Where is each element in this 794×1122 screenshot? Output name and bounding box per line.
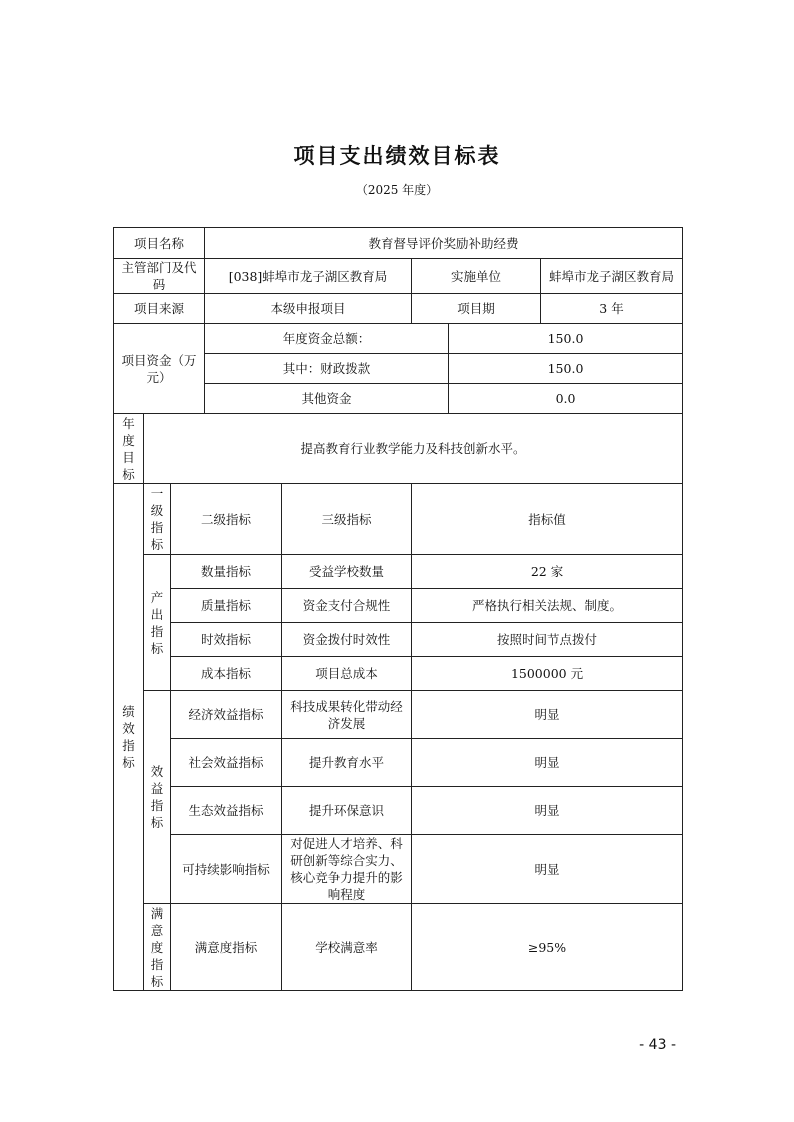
output-label: 产出指标 (144, 555, 171, 691)
table-row (114, 904, 683, 991)
impl-label: 实施单位 (412, 259, 541, 294)
output-level3: 资金拨付时效性 (282, 623, 412, 657)
funds-fiscal-label: 其中：财政拨款 (205, 354, 449, 384)
page-title: 项目支出绩效目标表 (293, 144, 501, 168)
table-row (114, 623, 683, 657)
benefit-value: 明显 (412, 691, 683, 739)
output-level2: 时效指标 (171, 623, 282, 657)
dept-value: [038]蚌埠市龙子湖区教育局 (205, 259, 412, 294)
table-row (114, 228, 683, 259)
satisfaction-value: ≥95% (412, 904, 683, 991)
output-value: 按照时间节点拨付 (412, 623, 683, 657)
project-name-value: 教育督导评价奖励补助经费 (205, 228, 683, 259)
satisfaction-level3: 学校满意率 (282, 904, 412, 991)
table-row (114, 555, 683, 589)
funds-fiscal-value: 150.0 (449, 354, 683, 384)
table-row (114, 691, 683, 739)
table-row (114, 484, 683, 555)
output-level3: 资金支付合规性 (282, 589, 412, 623)
table-row (114, 739, 683, 787)
funds-other-label: 其他资金 (205, 384, 449, 414)
source-value: 本级申报项目 (205, 294, 412, 324)
benefit-level2: 可持续影响指标 (171, 835, 282, 904)
benefit-value: 明显 (412, 787, 683, 835)
table-row (114, 835, 683, 904)
benefit-level2: 社会效益指标 (171, 739, 282, 787)
benefit-level2: 生态效益指标 (171, 787, 282, 835)
output-level2: 数量指标 (171, 555, 282, 589)
project-name-label: 项目名称 (114, 228, 205, 259)
header-level3: 三级指标 (282, 484, 412, 555)
header-level1: 一级指标 (144, 484, 171, 555)
output-value: 严格执行相关法规、制度。 (412, 589, 683, 623)
benefit-value: 明显 (412, 835, 683, 904)
benefit-label: 效益指标 (144, 691, 171, 904)
page-number: - 43 - (639, 1037, 676, 1053)
satisfaction-level2: 满意度指标 (171, 904, 282, 991)
indicators-section-label: 绩效指标 (114, 484, 144, 991)
table-row (114, 414, 683, 484)
table-row (114, 259, 683, 294)
benefit-level3: 对促进人才培养、科研创新等综合实力、核心竞争力提升的影响程度 (282, 835, 412, 904)
table-row (114, 657, 683, 691)
benefit-level3: 提升环保意识 (282, 787, 412, 835)
header-level2: 二级指标 (171, 484, 282, 555)
output-level2: 成本指标 (171, 657, 282, 691)
goal-label: 年度目标 (114, 414, 144, 484)
output-value: 22 家 (412, 555, 683, 589)
performance-table (113, 227, 683, 991)
page-subtitle: （2025 年度） (355, 183, 439, 197)
benefit-value: 明显 (412, 739, 683, 787)
table-row (114, 787, 683, 835)
period-label: 项目期 (412, 294, 541, 324)
funds-label: 项目资金（万元） (114, 324, 205, 414)
output-level3: 受益学校数量 (282, 555, 412, 589)
goal-text: 提高教育行业教学能力及科技创新水平。 (144, 414, 683, 484)
funds-total-value: 150.0 (449, 324, 683, 354)
benefit-level3: 提升教育水平 (282, 739, 412, 787)
table-row (114, 589, 683, 623)
table-row (114, 324, 683, 354)
output-level2: 质量指标 (171, 589, 282, 623)
source-label: 项目来源 (114, 294, 205, 324)
funds-total-label: 年度资金总额： (205, 324, 449, 354)
satisfaction-label: 满意度指标 (144, 904, 171, 991)
dept-label: 主管部门及代码 (114, 259, 205, 294)
impl-value: 蚌埠市龙子湖区教育局 (541, 259, 683, 294)
output-level3: 项目总成本 (282, 657, 412, 691)
table-row (114, 294, 683, 324)
benefit-level3: 科技成果转化带动经济发展 (282, 691, 412, 739)
output-value: 1500000 元 (412, 657, 683, 691)
period-value: 3 年 (541, 294, 683, 324)
funds-other-value: 0.0 (449, 384, 683, 414)
header-value: 指标值 (412, 484, 683, 555)
benefit-level2: 经济效益指标 (171, 691, 282, 739)
